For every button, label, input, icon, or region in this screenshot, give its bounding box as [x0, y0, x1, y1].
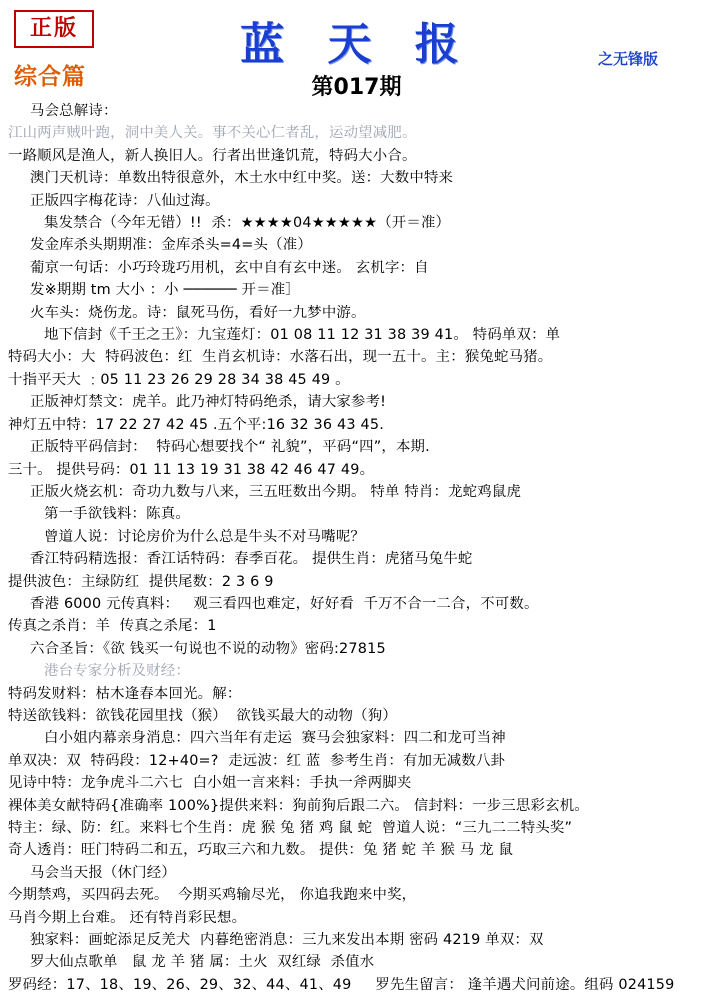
article-line: 正版特平码信封： 特码心想要找个“ 礼貌”，平码“四”，本期.: [30, 439, 430, 456]
article-line: 地下信封《千王之王》：九宝莲灯：01 08 11 12 31 38 39 41。 特码单双：单: [44, 327, 561, 344]
article-line: 神灯五中特：17 22 27 42 45 .五个平:16 32 36 43 45.: [8, 416, 384, 433]
article-line: 发金库杀头期期准：金库杀头=4=头（准）: [30, 237, 312, 254]
article-line: 六合圣旨：《欲 钱买一句说也不说的动物》密码:27815: [30, 640, 386, 657]
article-line: 香江特码精选报：香江话特码：春季百花。 提供生肖：虎猪马兔牛蛇: [30, 551, 473, 568]
article-line: 特码大小：大 特码波色：红 生肖玄机诗：水落石出，现一五十。主：猴兔蛇马猪。: [8, 349, 553, 366]
article-line: 独家料：画蛇添足反羌犬 内暮绝密消息：三九来发出本期 密码 4219 单双：双: [30, 932, 544, 949]
article-line: 马会总解诗：: [30, 103, 118, 119]
zonghe-label: 综合篇: [14, 64, 86, 90]
article-line: 传真之杀肖：羊 传真之杀尾：1: [8, 618, 217, 635]
article-line: 裸体美女献特码{准确率 100%}提供来料：狗前狗后跟二六。 信封料：一步三思彩玄机。: [8, 797, 589, 814]
issue-number: 第017期: [311, 75, 402, 100]
article-line: 特码发财料：枯木逢春本回光。解：: [8, 685, 242, 702]
article-line: 奇人透肖：旺门特码二和五，巧取三六和九数。 提供：兔 猪 蛇 羊 猴 马 龙 鼠: [8, 842, 514, 859]
article-line: 江山两声贼叶跑，洞中美人关。事不关心仁者乱，运动望减肥。: [8, 125, 417, 142]
article-line: 曾道人说：讨论房价为什么总是牛头不对马嘴呢？: [44, 528, 365, 545]
article-line: 一路顺风是渔人，新人换旧人。行者出世逢饥荒，特码大小合。: [8, 147, 417, 164]
article-line: 提供波色：主绿防红 提供尾数：2 3 6 9: [8, 573, 274, 590]
edition-label: 之无锋版: [597, 50, 658, 68]
article-line: 罗大仙点歌单 鼠 龙 羊 猪 属：土火 双红绿 杀值水: [30, 954, 375, 971]
article-line: 马会当天报（休门经）: [30, 864, 176, 881]
article-line: 第一手欲钱料：陈真。: [44, 506, 190, 523]
article-line: 今期禁鸡，买四码去死。 今期买鸡输尽光， 你追我跑来中奖，: [8, 887, 417, 904]
article-line: 单双决：双 特码段：12+40=? 走远波：红 蓝 参考生肖：有加无减数八卦: [8, 752, 506, 769]
article-line: 正版火烧玄机：奇功九数与八来，三五旺数出今期。 特单 特肖：龙蛇鸡鼠虎: [30, 483, 522, 500]
masthead-title: 蓝 天 报: [240, 19, 473, 70]
article-line: 白小姐内幕亲身消息：四六当年有走运 赛马会独家料：四二和龙可当神: [44, 730, 506, 747]
article-line: 集发禁合（今年无错）!! 杀：★★★★04★★★★★（开＝准）: [44, 215, 451, 232]
article-body: [0, 100, 713, 996]
article-line: 十指平天大 ﹕05 11 23 26 29 28 34 38 45 49 。: [8, 371, 350, 388]
article-line: 葡京一句话：小巧玲珑巧用机，玄中自有玄中迷。 玄机字：自: [30, 259, 429, 276]
article-line: 特主：绿、防：红。来料七个生肖：虎 猴 兔 猪 鸡 鼠 蛇 曾道人说：“三九二二特头奖”: [8, 820, 573, 836]
article-line: 马肖今期上台难。 还有特肖彩民想。: [8, 909, 247, 926]
article-line: 香港 6000 元传真料： 观三看四也难定，好好看 千万不合一二合，不可数。: [30, 595, 539, 612]
page-header: [0, 0, 713, 100]
article-line: 三十。 提供号码：01 11 13 19 31 38 42 46 47 49。: [8, 461, 375, 478]
article-line: 正版神灯禁文：虎羊。此乃神灯特码绝杀，请大家参考!: [30, 394, 387, 411]
article-line: 发※期期 tm 大小 ：小 ────── 开＝准］: [30, 282, 300, 299]
article-line: 罗码经：17、18、19、26、29、32、44、41、49 罗先生留言： 逢羊遇犬问前途。组码 024159: [8, 976, 675, 993]
article-line: 见诗中特：龙争虎斗二六七 白小姐一言来料：手执一斧两脚夹: [8, 775, 412, 792]
article-line: 火车头：烧伤龙。诗：鼠死马伤，看好一九梦中游。: [30, 304, 366, 321]
article-line: 港台专家分析及财经：: [44, 663, 190, 680]
article-line: 特送欲钱料：欲钱花园里找（猴） 欲钱买最大的动物（狗）: [8, 707, 397, 724]
article-line: 澳门天机诗：单数出特很意外，木土水中红中奖。送：大数中特来: [30, 170, 454, 187]
zhengban-badge: 正版: [14, 10, 94, 48]
article-line: 正版四字梅花诗：八仙过海。: [30, 192, 220, 209]
